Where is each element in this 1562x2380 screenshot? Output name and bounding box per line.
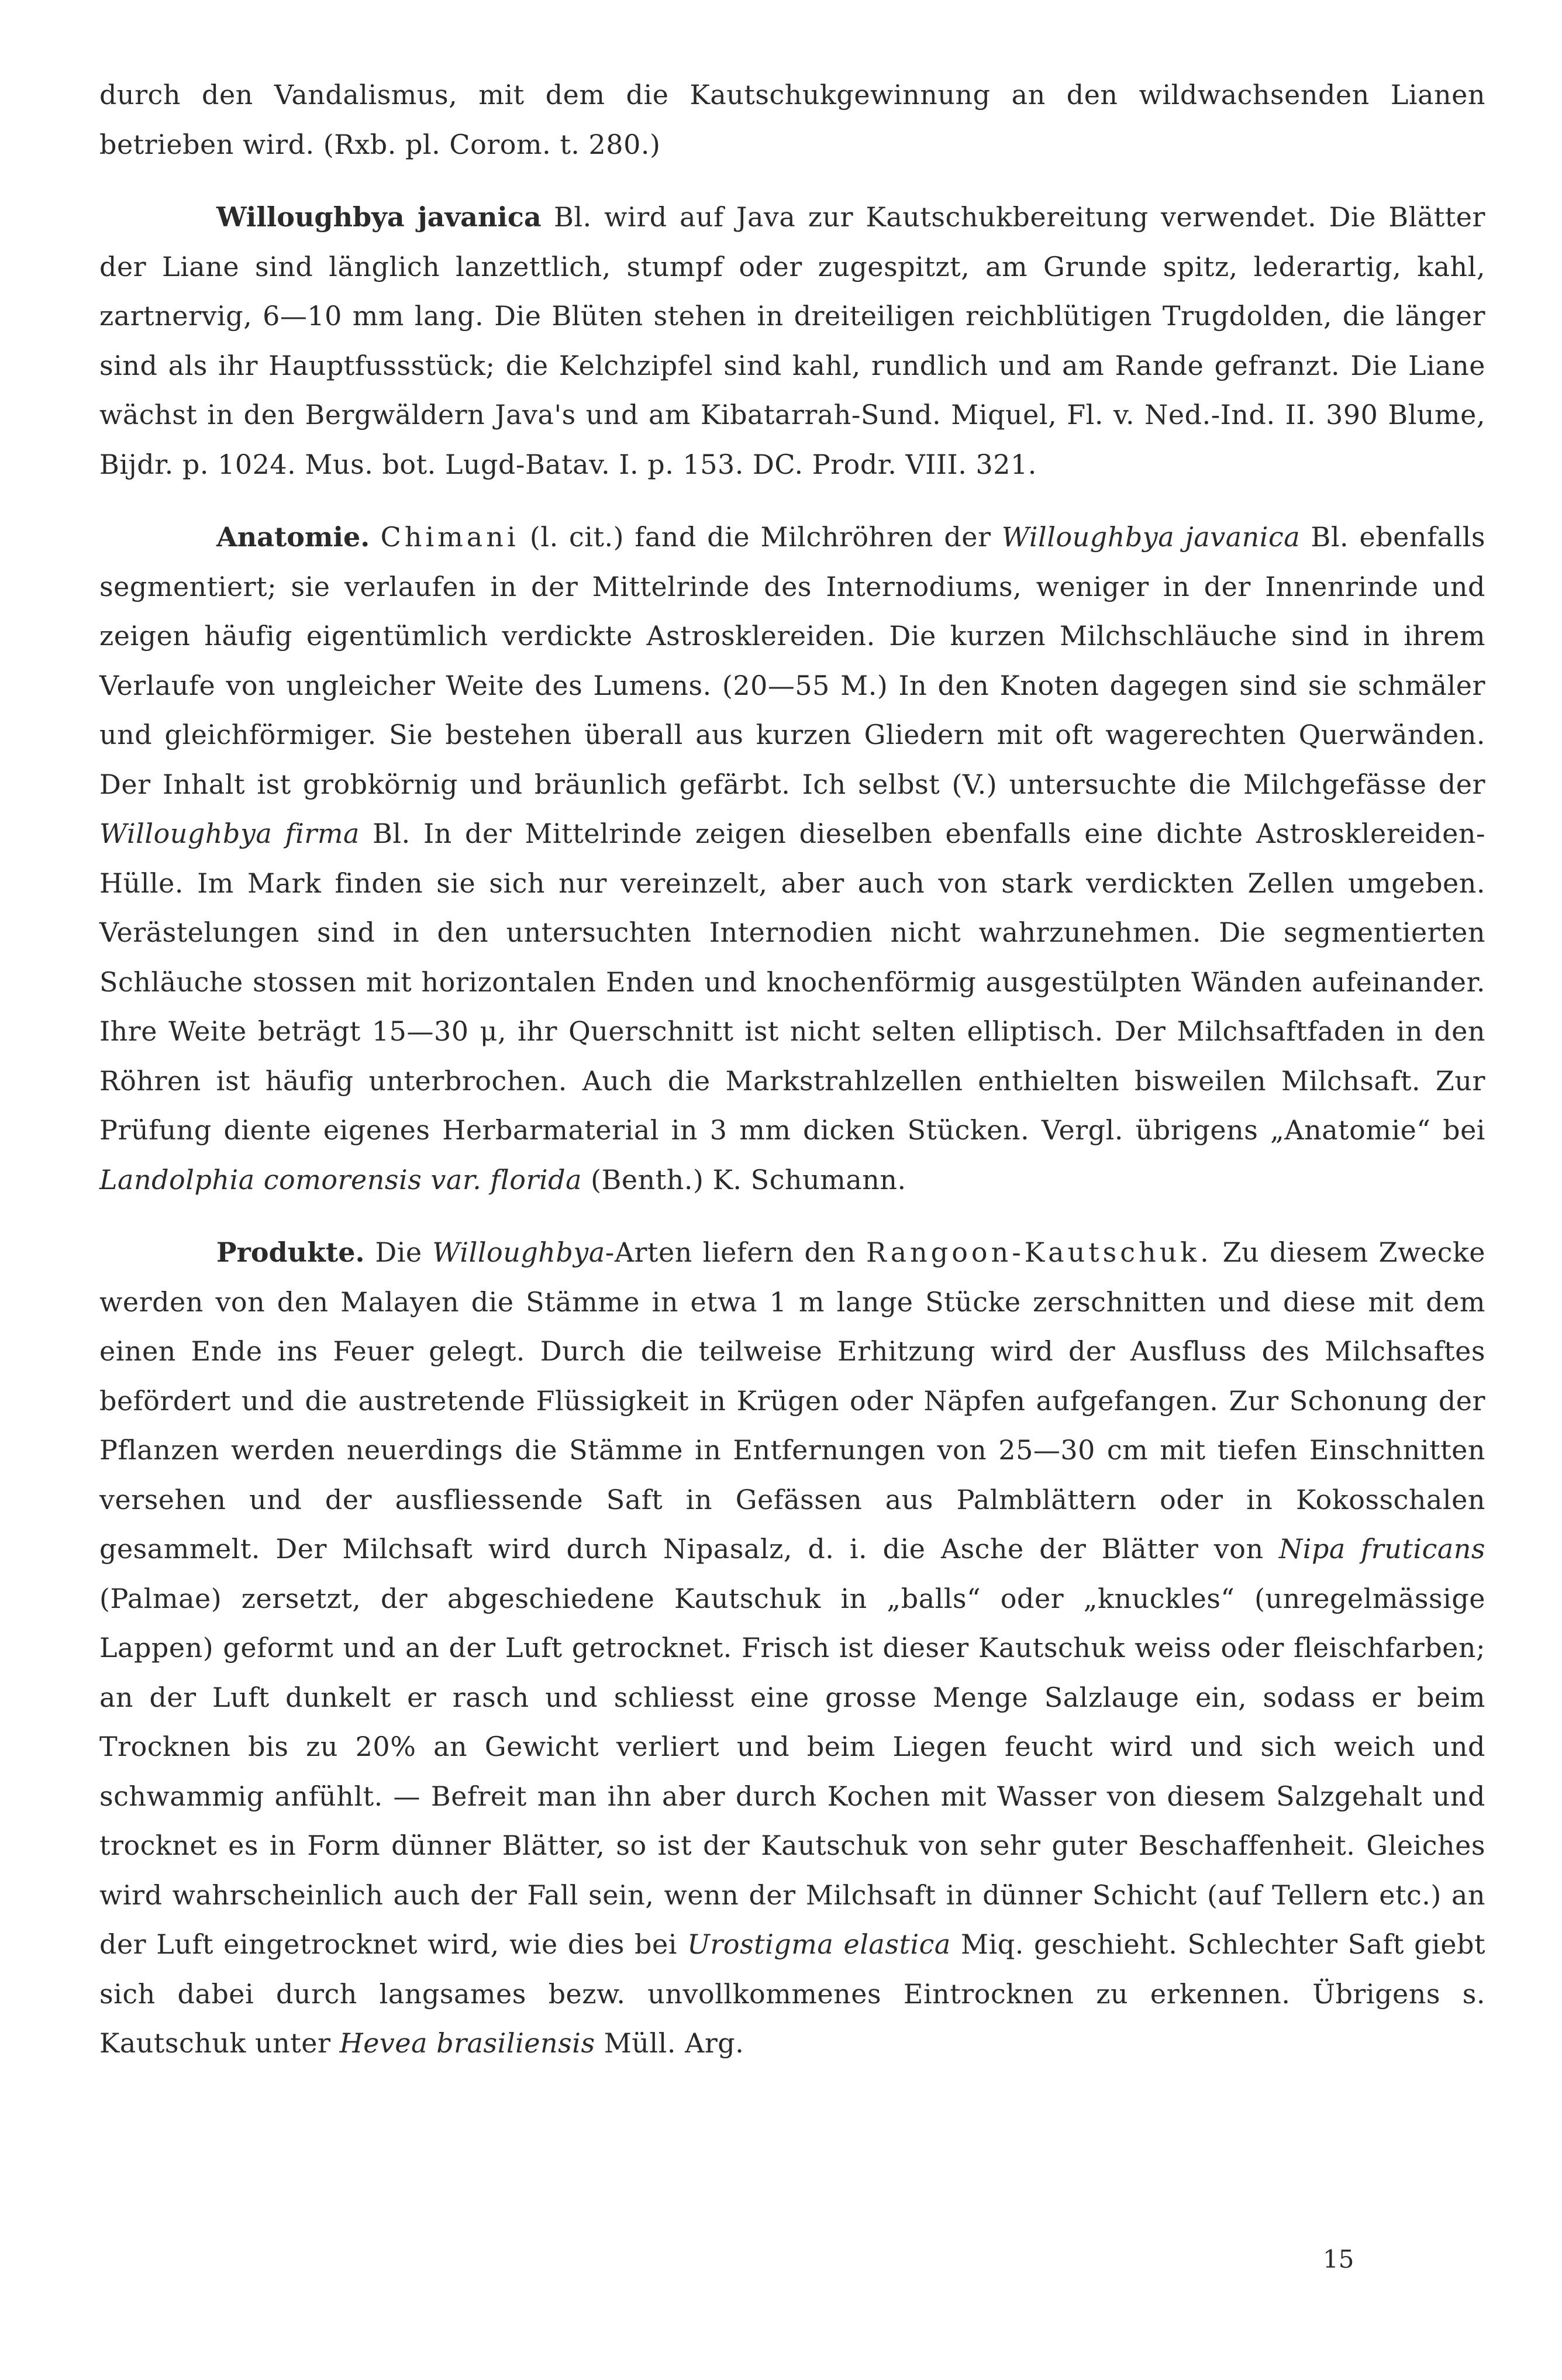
paragraph-willoughbya-javanica	[99, 192, 1485, 489]
text-run: Bl. In der Mittelrinde zeigen dieselben ebenfalls eine dichte Astrosklereiden-Hülle. Im Mark finden sie sich nur vereinzelt, aber auch von stark verdickten Zellen umgeben. Verästelungen sind in den untersuchten Internodien nicht wahrzunehmen. Die segmentierten Schläuche stossen mit horizontalen Enden und knochenförmig ausgestülpten Wänden aufeinander. Ihre Weite beträgt 15—30 μ, ihr Querschnitt ist nicht selten elliptisch. Der Milchsaftfaden in den Röhren ist häufig unterbrochen. Auch die Markstrahlzellen enthielten bisweilen Milchsaft. Zur Prüfung diente eigenes Herbarmaterial in 3 mm dicken Stücken. Vergl. übrigens „Anatomie“ bei	[99, 818, 1485, 1146]
paragraph-continuation	[99, 70, 1485, 169]
species-name: Landolphia comorensis var. florida	[99, 1163, 582, 1196]
text-run: Zu diesem Zwecke werden von den Malayen die Stämme in etwa 1 m lange Stücke zerschnitten und diese mit dem einen Ende ins Feuer gelegt. Durch die teilweise Erhitzung wird der Ausfluss des Milchsaftes befördert und die austretende Flüssigkeit in Krügen oder Näpfen aufgefangen. Zur Schonung der Pflanzen werden neuerdings die Stämme in Entfernungen von 25—30 cm mit tiefen Einschnitten versehen und der ausfliessende Saft in Gefässen aus Palmblättern oder in Kokosschalen gesammelt. Der Milchsaft wird durch Nipasalz, d. i. die Asche der Blätter von	[99, 1237, 1485, 1565]
document-page	[99, 70, 1485, 2068]
text-run: (Benth.) K. Schumann.	[582, 1163, 906, 1196]
text-run: Die	[364, 1237, 433, 1268]
author-name: Chimani	[380, 521, 519, 553]
paragraph-anatomie	[99, 512, 1485, 1204]
species-name: Hevea brasiliensis	[339, 2027, 595, 2059]
text-run: Müll. Arg.	[595, 2027, 744, 2059]
species-name: Urostigma elastica	[687, 1928, 951, 1960]
paragraph-produkte	[99, 1228, 1485, 2068]
text-run: Bl. ebenfalls segmentiert; sie verlaufen in der Mittelrinde des Internodiums, weniger in der Innenrinde und zeigen häufig eigentümlich verdickte Astrosklereiden. Die kurzen Milchschläuche sind in ihrem Verlaufe von ungleicher Weite des Lumens. (20—55 M.) In den Knoten dagegen sind sie schmäler und gleichförmiger. Sie bestehen überall aus kurzen Gliedern mit oft wagerechten Querwänden. Der Inhalt ist grobkörnig und bräunlich gefärbt. Ich selbst (V.) untersuchte die Milchgefässe der	[99, 521, 1485, 800]
text-run	[370, 521, 380, 553]
text-run: (l. cit.) fand die Milchröhren der	[519, 521, 1002, 553]
section-heading-anatomie: Anatomie.	[216, 521, 370, 553]
species-name: Willoughbya javanica	[1001, 521, 1301, 553]
section-heading-produkte: Produkte.	[216, 1237, 365, 1268]
text-run: Miq. geschieht. Schlechter Saft giebt sich dabei durch langsames bezw. unvollkommenes Eintrocknen zu erkennen. Übrigens s. Kautschuk unter	[99, 1928, 1485, 2059]
page-number: 15	[1323, 2245, 1354, 2274]
species-name: Nipa fruticans	[1279, 1533, 1485, 1565]
product-name: Rangoon-Kautschuk.	[866, 1237, 1212, 1268]
genus-name: Willoughbya	[432, 1237, 605, 1268]
text-run: (Palmae) zersetzt, der abgeschiedene Kautschuk in „balls“ oder „knuckles“ (unregelmässige Lappen) geformt und an der Luft getrocknet. Frisch ist dieser Kautschuk weiss oder fleischfarben; an der Luft dunkelt er rasch und schliesst eine grosse Menge Salzlauge ein, sodass er beim Trocknen bis zu 20% an Gewicht verliert und beim Liegen feucht wird und sich weich und schwammig anfühlt. — Befreit man ihn aber durch Kochen mit Wasser von diesem Salzgehalt und trocknet es in Form dünner Blätter, so ist der Kautschuk von sehr guter Beschaffenheit. Gleiches wird wahrscheinlich auch der Fall sein, wenn der Milchsaft in dünner Schicht (auf Tellern etc.) an der Luft eingetrocknet wird, wie dies bei	[99, 1582, 1485, 1960]
species-name: Willoughbya firma	[99, 818, 360, 849]
text-run: -Arten liefern den	[605, 1237, 867, 1268]
text-run: Bl. wird auf Java zur Kautschukbereitung verwendet. Die Blätter der Liane sind länglich lanzettlich, stumpf oder zugespitzt, am Grunde spitz, lederartig, kahl, zartnervig, 6—10 mm lang. Die Blüten stehen in dreiteiligen reichblütigen Trugdolden, die länger sind als ihr Hauptfussstück; die Kelchzipfel sind kahl, rundlich und am Rande gefranzt. Die Liane wächst in den Bergwäldern Java's und am Kibatarrah-Sund. Miquel, Fl. v. Ned.-Ind. II. 390 Blume, Bijdr. p. 1024. Mus. bot. Lugd-Batav. I. p. 153. DC. Prodr. VIII. 321.	[99, 201, 1485, 480]
text-run: durch den Vandalismus, mit dem die Kautschukgewinnung an den wildwachsenden Lianen betrieben wird. (Rxb. pl. Corom. t. 280.)	[99, 79, 1485, 160]
species-heading: Willoughbya javanica	[216, 201, 542, 233]
